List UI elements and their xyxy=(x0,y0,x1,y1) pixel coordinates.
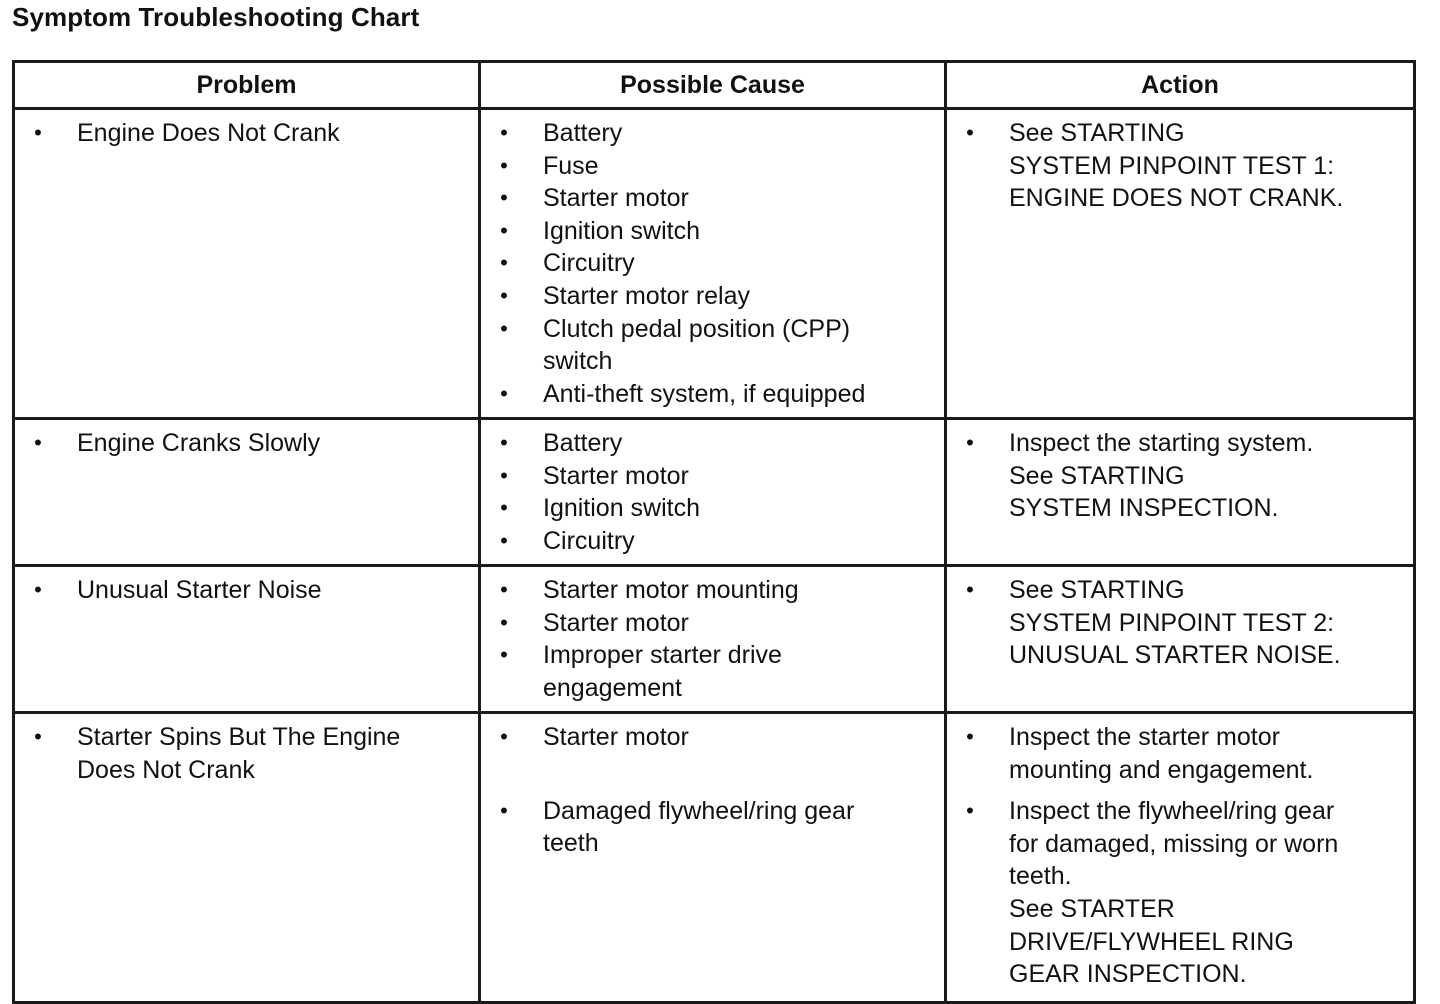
list-item: • See STARTING SYSTEM PINPOINT TEST 1: ENGINE DOES NOT CRANK. xyxy=(947,117,1413,215)
list-item: • Inspect the starting system. See STARTING SYSTEM INSPECTION. xyxy=(947,427,1413,525)
bullet-icon: • xyxy=(500,250,508,276)
bullet-icon: • xyxy=(500,797,508,823)
table-row xyxy=(14,419,1415,566)
list-item: • Battery xyxy=(481,117,944,150)
bullet-icon: • xyxy=(500,642,508,668)
list-item: • Ignition switch xyxy=(481,215,944,248)
table-row xyxy=(14,109,1415,419)
list-item: • Unusual Starter Noise xyxy=(15,574,478,607)
cause-cell xyxy=(480,419,946,566)
list-item: • Starter motor mounting xyxy=(481,574,944,607)
bullet-icon: • xyxy=(34,724,42,749)
bullet-icon: • xyxy=(500,152,508,178)
action-cell xyxy=(946,109,1415,419)
header-cause: Possible Cause xyxy=(480,62,946,109)
bullet-icon: • xyxy=(966,430,974,455)
list-item: • Fuse xyxy=(481,150,944,183)
bullet-icon: • xyxy=(34,577,42,602)
bullet-icon: • xyxy=(34,430,42,455)
bullet-icon: • xyxy=(966,724,974,749)
action-cell xyxy=(946,713,1415,1003)
list-item: • Starter motor xyxy=(481,721,944,754)
bullet-icon: • xyxy=(500,495,508,521)
list-item: • Anti-theft system, if equipped xyxy=(481,378,944,411)
list-item: • Starter motor relay xyxy=(481,280,944,313)
troubleshooting-table xyxy=(12,60,1416,1004)
list-item: • Inspect the starter motor mounting and engagement. xyxy=(947,721,1413,786)
cause-cell xyxy=(480,713,946,1003)
cause-cell xyxy=(480,109,946,419)
header-problem: Problem xyxy=(14,62,480,109)
problem-cell xyxy=(14,713,480,1003)
list-item: • Circuitry xyxy=(481,525,944,558)
list-item: • See STARTING SYSTEM PINPOINT TEST 2: UNUSUAL STARTER NOISE. xyxy=(947,574,1413,672)
bullet-icon: • xyxy=(500,609,508,635)
bullet-icon: • xyxy=(500,315,508,341)
list-item: • Clutch pedal position (CPP) switch xyxy=(481,313,944,378)
bullet-icon: • xyxy=(500,724,508,749)
bullet-icon: • xyxy=(500,380,508,406)
list-item: • Circuitry xyxy=(481,247,944,280)
bullet-icon: • xyxy=(966,577,974,602)
problem-cell xyxy=(14,109,480,419)
bullet-icon: • xyxy=(500,282,508,308)
list-item: • Damaged flywheel/ring gear teeth xyxy=(481,795,944,860)
cause-cell xyxy=(480,566,946,713)
bullet-icon: • xyxy=(966,120,974,145)
problem-cell xyxy=(14,419,480,566)
bullet-icon: • xyxy=(500,430,508,455)
list-item: • Engine Does Not Crank xyxy=(15,117,478,150)
list-item: • Improper starter drive engagement xyxy=(481,639,944,704)
page-title: Symptom Troubleshooting Chart xyxy=(12,2,420,32)
list-item: • Ignition switch xyxy=(481,492,944,525)
list-item: • Battery xyxy=(481,427,944,460)
list-item: • Starter motor xyxy=(481,460,944,493)
bullet-icon: • xyxy=(500,120,508,145)
table-row xyxy=(14,713,1415,1003)
list-item: • Starter motor xyxy=(481,182,944,215)
bullet-icon: • xyxy=(500,577,508,602)
list-item: • Engine Cranks Slowly xyxy=(15,427,478,460)
bullet-icon: • xyxy=(500,185,508,211)
header-row xyxy=(14,62,1415,109)
bullet-icon: • xyxy=(500,217,508,243)
bullet-icon: • xyxy=(966,798,974,824)
list-item: • Inspect the flywheel/ring gear for damaged, missing or worn teeth. See STARTER DRIVE/FLYWHEEL RING GEAR INSPECTION. xyxy=(947,795,1413,991)
bullet-icon: • xyxy=(500,462,508,488)
table-row xyxy=(14,566,1415,713)
action-cell xyxy=(946,566,1415,713)
list-item: • Starter motor xyxy=(481,607,944,640)
bullet-icon: • xyxy=(34,120,42,145)
header-action: Action xyxy=(946,62,1415,109)
problem-cell xyxy=(14,566,480,713)
list-item: • Starter Spins But The Engine Does Not Crank xyxy=(15,721,478,786)
action-cell xyxy=(946,419,1415,566)
bullet-icon: • xyxy=(500,527,508,553)
